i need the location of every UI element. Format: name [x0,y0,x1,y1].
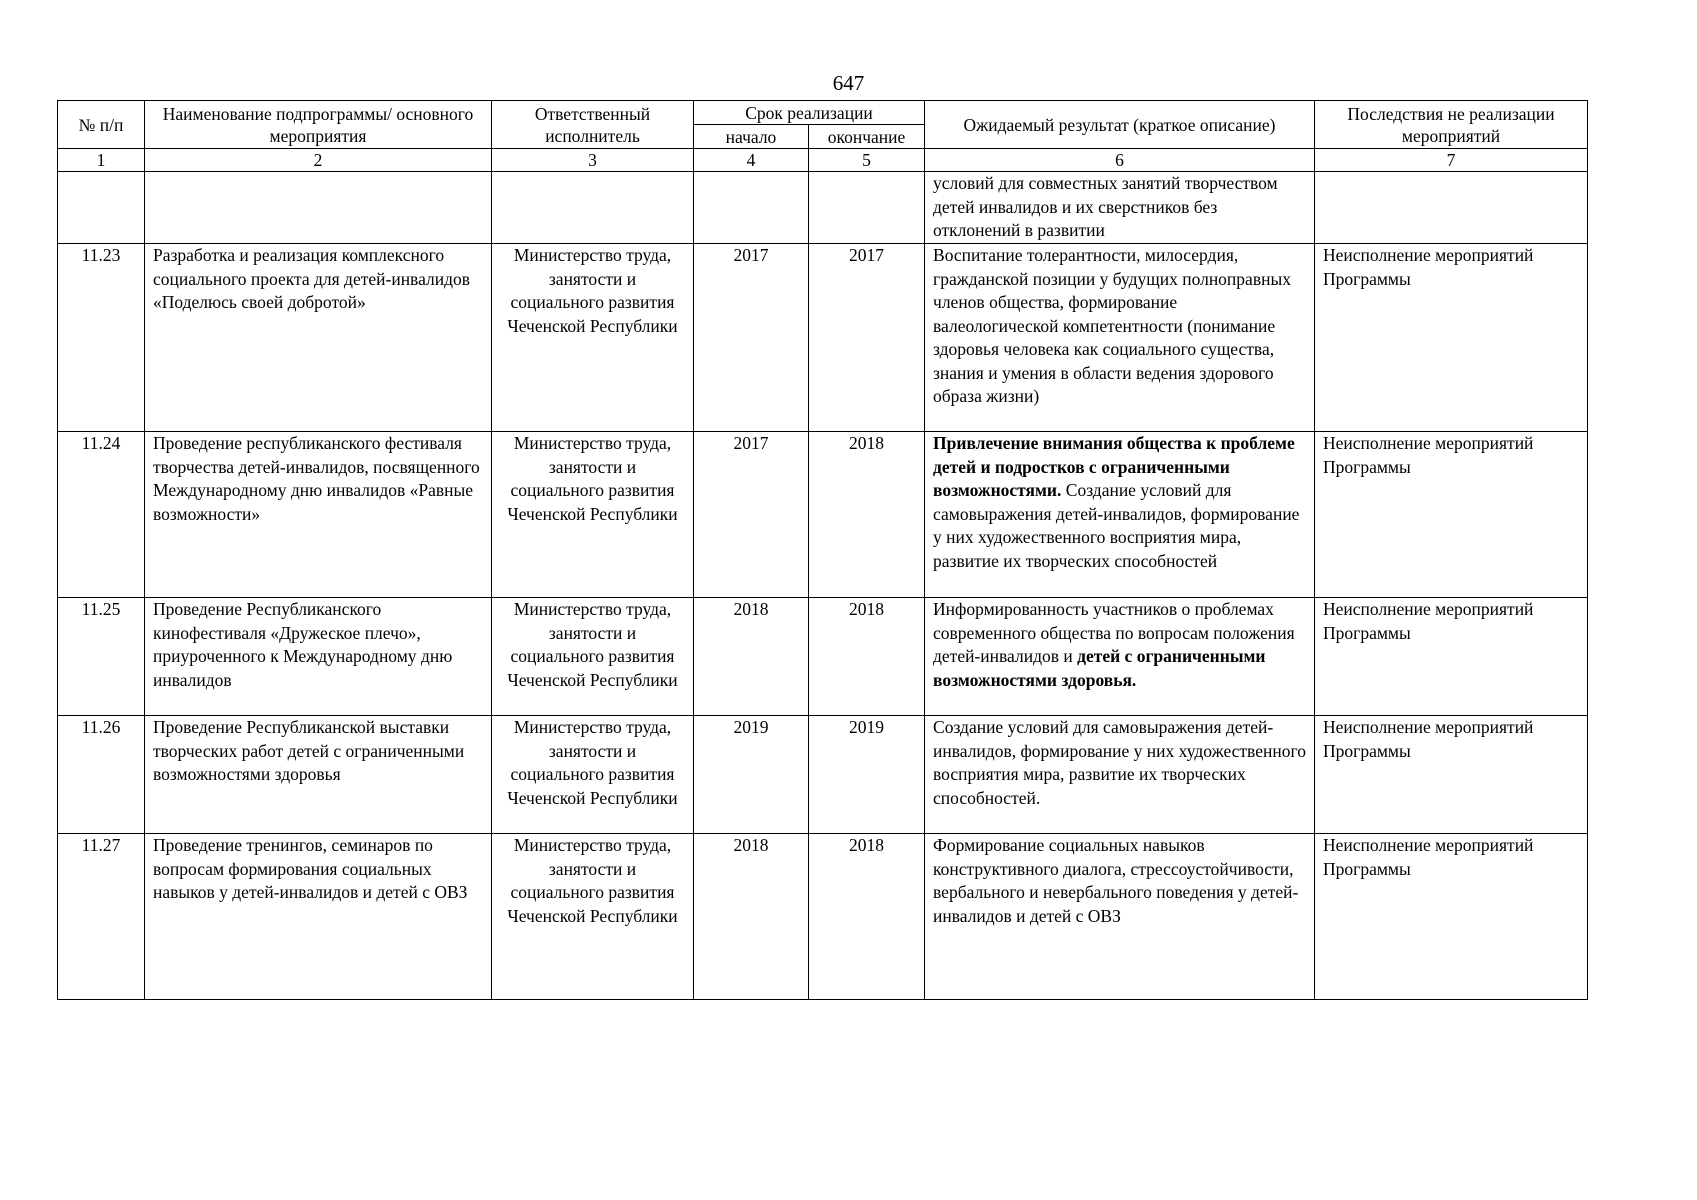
result-text: Создание условий для самовыражения детей-инвалидов, формирование у них художественного восприятия мира, развитие их творческих способностей. [933,717,1306,808]
table-row [58,716,1588,834]
start-year [694,172,809,244]
executor-cell: Министерство труда, занятости и социального развития Чеченской Республики [492,834,694,1000]
measure-name: Проведение республиканского фестиваля творчества детей-инвалидов, посвященного Международному дню инвалидов «Равные возможности» [145,432,492,598]
executor-cell: Министерство труда, занятости и социального развития Чеченской Республики [492,432,694,598]
table-row [58,172,1588,244]
consequences-cell: Неисполнение мероприятий Программы [1315,834,1588,1000]
end-year: 2018 [809,834,925,1000]
end-year [809,172,925,244]
executor-cell: Министерство труда, занятости и социального развития Чеченской Республики [492,716,694,834]
header-start: начало [694,125,809,149]
row-number: 11.27 [58,834,145,1000]
end-year: 2018 [809,432,925,598]
expected-result [925,172,1315,244]
column-number: 1 [58,149,145,172]
start-year: 2017 [694,432,809,598]
consequences-cell: Неисполнение мероприятий Программы [1315,598,1588,716]
result-text: Формирование социальных навыков конструктивного диалога, стрессоустойчивости, вербального и невербального поведения у детей-инвалидов и детей с ОВЗ [933,835,1299,926]
result-text: условий для совместных занятий творчеством детей инвалидов и их сверстников без отклонений в развитии [933,173,1278,240]
start-year: 2018 [694,598,809,716]
end-year: 2019 [809,716,925,834]
column-number: 2 [145,149,492,172]
row-number [58,172,145,244]
expected-result [925,244,1315,432]
measures-table [57,100,1588,1000]
expected-result [925,432,1315,598]
column-number: 4 [694,149,809,172]
start-year: 2019 [694,716,809,834]
row-number: 11.25 [58,598,145,716]
start-year: 2018 [694,834,809,1000]
column-number: 6 [925,149,1315,172]
column-number: 5 [809,149,925,172]
table-row [58,432,1588,598]
measure-name: Разработка и реализация комплексного социального проекта для детей-инвалидов «Поделюсь своей добротой» [145,244,492,432]
column-number: 3 [492,149,694,172]
header-consequences: Последствия не реализации мероприятий [1315,101,1588,149]
row-number: 11.24 [58,432,145,598]
row-number: 11.26 [58,716,145,834]
column-number: 7 [1315,149,1588,172]
result-text: Воспитание толерантности, милосердия, гражданской позиции у будущих полноправных членов общества, формирование валеологической компетентности (понимание здоровья человека как социального существа, знания и умения в области ведения здорового образа жизни) [933,245,1291,406]
result-text: Привлечение внимания общества к проблеме детей и подростков с ограниченными возможностями. [933,433,1295,500]
executor-cell: Министерство труда, занятости и социального развития Чеченской Республики [492,598,694,716]
end-year: 2017 [809,244,925,432]
row-number: 11.23 [58,244,145,432]
table-body [58,172,1588,1000]
consequences-cell: Неисполнение мероприятий Программы [1315,716,1588,834]
measure-name: Проведение Республиканского кинофестиваля «Дружеское плечо», приуроченного к Международному дню инвалидов [145,598,492,716]
header-executor: Ответственный исполнитель [492,101,694,149]
result-text: Информированность участников о проблемах современного общества по вопросам положения детей-инвалидов и [933,599,1295,666]
executor-cell: Министерство труда, занятости и социального развития Чеченской Республики [492,244,694,432]
header-end: окончание [809,125,925,149]
consequences-cell: Неисполнение мероприятий Программы [1315,432,1588,598]
measure-name: Проведение Республиканской выставки творческих работ детей с ограниченными возможностями здоровья [145,716,492,834]
header-period: Срок реализации [694,101,925,125]
expected-result [925,834,1315,1000]
end-year: 2018 [809,598,925,716]
start-year: 2017 [694,244,809,432]
table-row [58,244,1588,432]
measure-name: Проведение тренингов, семинаров по вопросам формирования социальных навыков у детей-инвалидов и детей с ОВЗ [145,834,492,1000]
consequences-cell [1315,172,1588,244]
expected-result [925,598,1315,716]
header-name: Наименование подпрограммы/ основного мероприятия [145,101,492,149]
header-result: Ожидаемый результат (краткое описание) [925,101,1315,149]
table-row [58,834,1588,1000]
executor-cell [492,172,694,244]
measure-name [145,172,492,244]
table-header [58,101,1588,172]
table-row [58,598,1588,716]
result-text: детей с ограниченными возможностями здоровья. [933,646,1266,690]
column-number-row [58,149,1588,172]
consequences-cell: Неисполнение мероприятий Программы [1315,244,1588,432]
result-text: Создание условий для самовыражения детей-инвалидов, формирование у них художественного восприятия мира, развитие их творческих способностей [933,480,1300,571]
expected-result [925,716,1315,834]
page-number: 647 [832,71,865,95]
header-num: № п/п [58,101,145,149]
